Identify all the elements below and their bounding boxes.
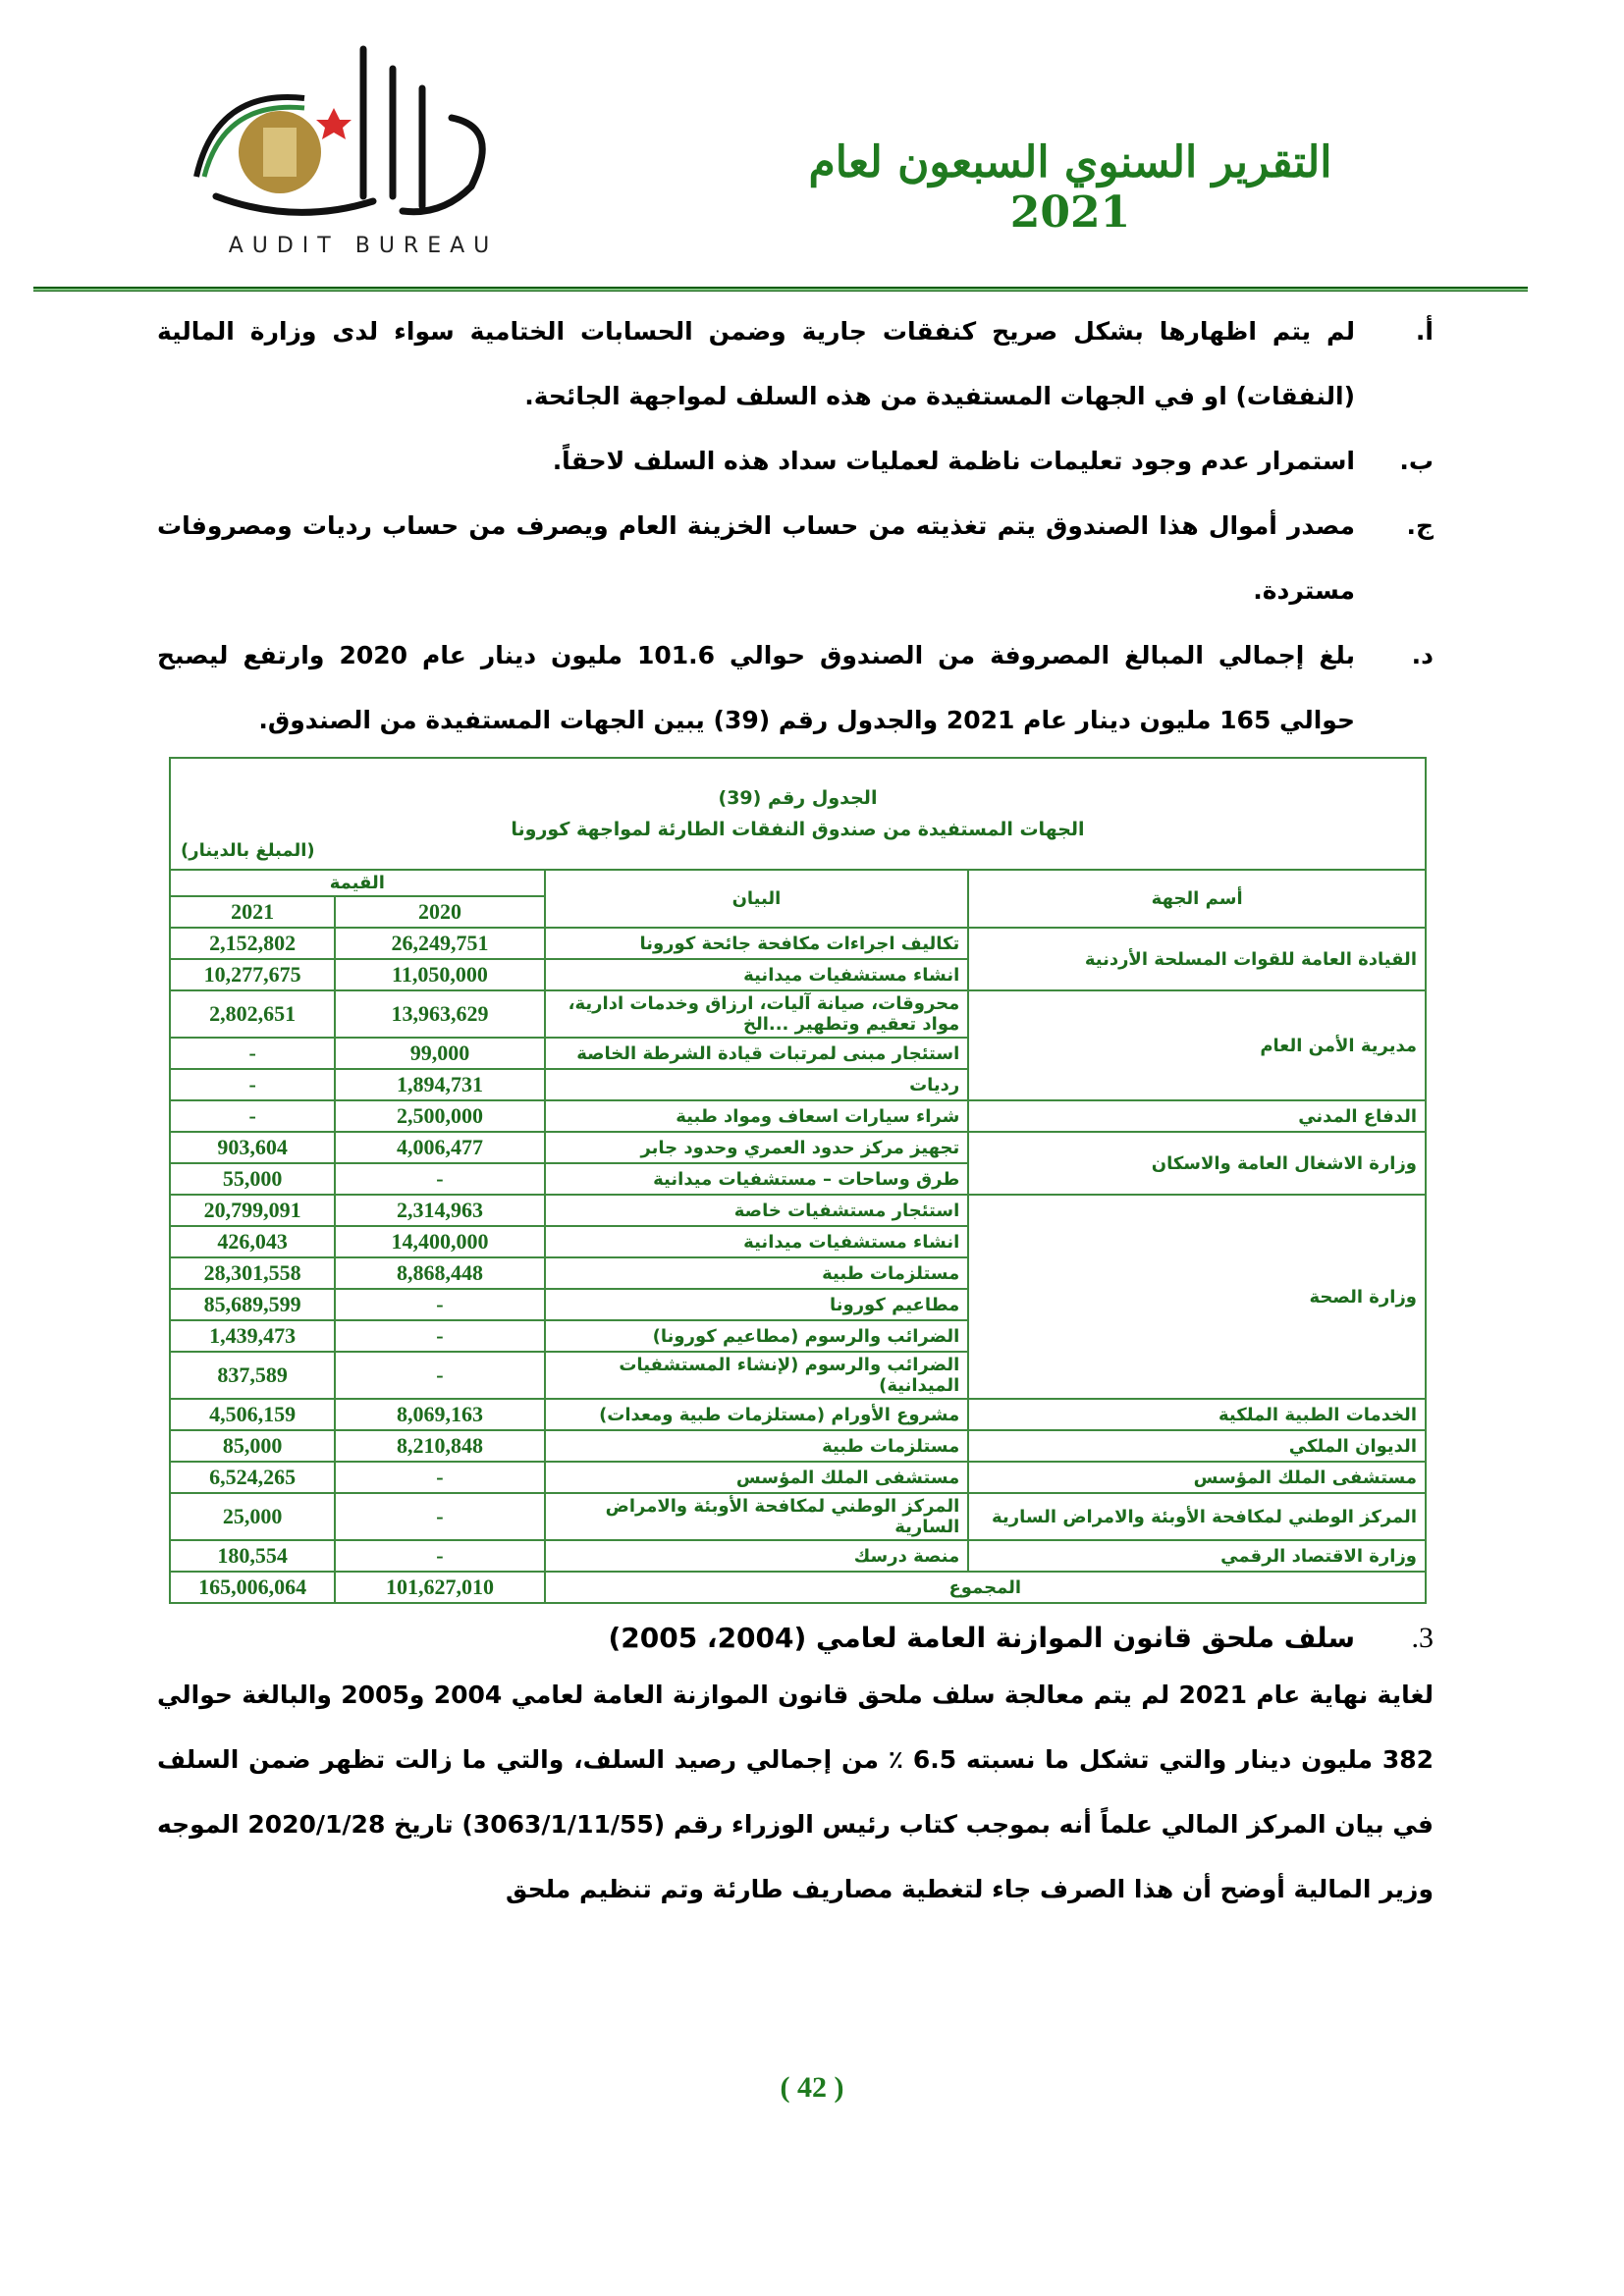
- table-row: [170, 1399, 1426, 1430]
- point-a: [157, 299, 1434, 429]
- entity-cell: وزارة الاشغال العامة والاسكان: [968, 1132, 1426, 1195]
- value-2021-cell: 10,277,675: [170, 959, 335, 990]
- value-2020-cell: 1,894,731: [335, 1069, 544, 1100]
- description-cell: رديات: [545, 1069, 969, 1100]
- value-2021-cell: 20,799,091: [170, 1195, 335, 1226]
- point-marker: ج.: [1406, 511, 1434, 540]
- value-2020-cell: -: [335, 1462, 544, 1493]
- beneficiaries-table: [169, 757, 1427, 1604]
- header-value: القيمة: [170, 870, 545, 896]
- entity-cell: الخدمات الطبية الملكية: [968, 1399, 1426, 1430]
- header-divider: [33, 287, 1528, 292]
- entity-cell: وزارة الاقتصاد الرقمي: [968, 1540, 1426, 1572]
- description-cell: مستلزمات طبية: [545, 1430, 969, 1462]
- description-cell: مطاعيم كورونا: [545, 1289, 969, 1320]
- value-2021-cell: -: [170, 1038, 335, 1069]
- table-number: الجدول رقم (39): [718, 787, 878, 809]
- description-cell: منصة درسك: [545, 1540, 969, 1572]
- value-2020-cell: -: [335, 1540, 544, 1572]
- value-2020-cell: 4,006,477: [335, 1132, 544, 1163]
- table-row: [170, 1100, 1426, 1132]
- value-2021-cell: 426,043: [170, 1226, 335, 1257]
- description-cell: الضرائب والرسوم (مطاعيم كورونا): [545, 1320, 969, 1352]
- value-2020-cell: 11,050,000: [335, 959, 544, 990]
- report-title: التقرير السنوي السبعون لعام 2021: [808, 137, 1332, 238]
- logo-emblem-icon: [177, 29, 550, 236]
- header-description: البيان: [545, 870, 969, 928]
- header-entity: أسم الجهة: [968, 870, 1426, 928]
- entity-cell: مستشفى الملك المؤسس: [968, 1462, 1426, 1493]
- value-2021-cell: 28,301,558: [170, 1257, 335, 1289]
- value-2021-cell: 25,000: [170, 1493, 335, 1540]
- table-row: [170, 1493, 1426, 1540]
- value-2021-cell: 1,439,473: [170, 1320, 335, 1352]
- page-header: [0, 0, 1624, 294]
- audit-bureau-logo: [177, 29, 550, 265]
- value-2020-cell: -: [335, 1320, 544, 1352]
- table-row: [170, 990, 1426, 1038]
- point-d: [157, 623, 1434, 753]
- value-2021-cell: 85,689,599: [170, 1289, 335, 1320]
- point-text: لم يتم اظهارها بشكل صريح كنفقات جارية وضمن الحسابات الختامية سواء لدى وزارة المالية (النفقات) او في الجهات المستفيدة من هذه السلف لمواجهة الجائحة.: [157, 317, 1355, 410]
- description-cell: شراء سيارات اسعاف ومواد طبية: [545, 1100, 969, 1132]
- value-2021-cell: 2,802,651: [170, 990, 335, 1038]
- point-marker: ب.: [1399, 447, 1434, 475]
- value-2020-cell: 2,314,963: [335, 1195, 544, 1226]
- table-39-container: [169, 757, 1427, 1604]
- description-cell: مشروع الأورام (مستلزمات طبية ومعدات): [545, 1399, 969, 1430]
- point-text: بلغ إجمالي المبالغ المصروفة من الصندوق حوالي 101.6 مليون دينار عام 2020 وارتفع ليصبح حوالي 165 مليون دينار عام 2021 والجدول رقم (39) يبين الجهات المستفيدة من الصندوق.: [157, 641, 1355, 734]
- description-cell: الضرائب والرسوم (لإنشاء المستشفيات الميدانية): [545, 1352, 969, 1399]
- entity-cell: وزارة الصحة: [968, 1195, 1426, 1399]
- point-text: استمرار عدم وجود تعليمات ناظمة لعمليات سداد هذه السلف لاحقاً.: [552, 447, 1355, 475]
- table-title-cell: [170, 758, 1426, 870]
- total-2021: 165,006,064: [170, 1572, 335, 1603]
- entity-cell: مديرية الأمن العام: [968, 990, 1426, 1100]
- value-2020-cell: 2,500,000: [335, 1100, 544, 1132]
- section-number: 3.: [1411, 1622, 1434, 1654]
- table-unit: (المبلغ بالدينار): [181, 840, 315, 861]
- value-2020-cell: 8,210,848: [335, 1430, 544, 1462]
- table-row: [170, 1195, 1426, 1226]
- description-cell: المركز الوطني لمكافحة الأوبئة والامراض السارية: [545, 1493, 969, 1540]
- value-2020-cell: 8,868,448: [335, 1257, 544, 1289]
- section-title: سلف ملحق قانون الموازنة العامة لعامي (2004، 2005): [608, 1622, 1355, 1654]
- value-2020-cell: -: [335, 1352, 544, 1399]
- description-cell: استئجار مبنى لمرتبات قيادة الشرطة الخاصة: [545, 1038, 969, 1069]
- table-row: [170, 1132, 1426, 1163]
- description-cell: استئجار مستشفيات خاصة: [545, 1195, 969, 1226]
- description-cell: تكاليف اجراءات مكافحة جائحة كورونا: [545, 928, 969, 959]
- value-2020-cell: 8,069,163: [335, 1399, 544, 1430]
- table-total-row: [170, 1572, 1426, 1603]
- value-2021-cell: 4,506,159: [170, 1399, 335, 1430]
- description-cell: محروقات، صيانة آليات، ارزاق وخدمات ادارية، مواد تعقيم وتطهير ...الخ: [545, 990, 969, 1038]
- point-marker: د.: [1411, 641, 1434, 669]
- value-2021-cell: 903,604: [170, 1132, 335, 1163]
- description-cell: انشاء مستشفيات ميدانية: [545, 1226, 969, 1257]
- value-2021-cell: 837,589: [170, 1352, 335, 1399]
- point-marker: أ.: [1415, 317, 1434, 346]
- table-title: الجهات المستفيدة من صندوق النفقات الطارئة لمواجهة كورونا: [511, 819, 1085, 840]
- entity-cell: القيادة العامة للقوات المسلحة الأردنية: [968, 928, 1426, 990]
- description-cell: مستشفى الملك المؤسس: [545, 1462, 969, 1493]
- value-2021-cell: 55,000: [170, 1163, 335, 1195]
- section-3-body: لغاية نهاية عام 2021 لم يتم معالجة سلف ملحق قانون الموازنة العامة لعامي 2004 و2005 والبالغة حوالي 382 مليون دينار والتي تشكل ما نسبته 6.5 ٪ من إجمالي رصيد السلف، والتي ما زالت تظهر ضمن السلف في بيان المركز المالي علماً أنه بموجب كتاب رئيس الوزراء رقم (3063/1/11/55) تاريخ 2020/1/28 الموجه وزير المالية أوضح أن هذا الصرف جاء لتغطية مصاريف طارئة وتم تنظيم ملحق: [157, 1681, 1435, 1903]
- total-2020: 101,627,010: [335, 1572, 544, 1603]
- value-2021-cell: -: [170, 1069, 335, 1100]
- value-2021-cell: 2,152,802: [170, 928, 335, 959]
- table-row: [170, 1540, 1426, 1572]
- point-text: مصدر أموال هذا الصندوق يتم تغذيته من حساب الخزينة العام ويصرف من حساب رديات ومصروفات مستردة.: [157, 511, 1355, 605]
- logo-caption: AUDIT BUREAU: [228, 234, 499, 258]
- value-2020-cell: 26,249,751: [335, 928, 544, 959]
- table-row: [170, 1430, 1426, 1462]
- header-year-2020: 2020: [335, 896, 544, 928]
- description-cell: مستلزمات طبية: [545, 1257, 969, 1289]
- value-2020-cell: -: [335, 1289, 544, 1320]
- table-row: [170, 928, 1426, 959]
- entity-cell: الديوان الملكي: [968, 1430, 1426, 1462]
- entity-cell: المركز الوطني لمكافحة الأوبئة والامراض السارية: [968, 1493, 1426, 1540]
- page-content: [157, 299, 1434, 1922]
- value-2020-cell: -: [335, 1163, 544, 1195]
- table-row: [170, 1462, 1426, 1493]
- value-2021-cell: -: [170, 1100, 335, 1132]
- value-2020-cell: -: [335, 1493, 544, 1540]
- section-3-heading: [157, 1614, 1434, 1663]
- header-year-2021: 2021: [170, 896, 335, 928]
- value-2021-cell: 85,000: [170, 1430, 335, 1462]
- value-2020-cell: 14,400,000: [335, 1226, 544, 1257]
- value-2020-cell: 13,963,629: [335, 990, 544, 1038]
- description-cell: تجهيز مركز حدود العمري وحدود جابر: [545, 1132, 969, 1163]
- point-b: [157, 429, 1434, 494]
- entity-cell: الدفاع المدني: [968, 1100, 1426, 1132]
- value-2021-cell: 6,524,265: [170, 1462, 335, 1493]
- point-c: [157, 494, 1434, 623]
- page-number: ( 42 ): [780, 2071, 844, 2104]
- value-2021-cell: 180,554: [170, 1540, 335, 1572]
- value-2020-cell: 99,000: [335, 1038, 544, 1069]
- description-cell: طرق وساحات – مستشفيات ميدانية: [545, 1163, 969, 1195]
- description-cell: انشاء مستشفيات ميدانية: [545, 959, 969, 990]
- total-label: المجموع: [545, 1572, 1426, 1603]
